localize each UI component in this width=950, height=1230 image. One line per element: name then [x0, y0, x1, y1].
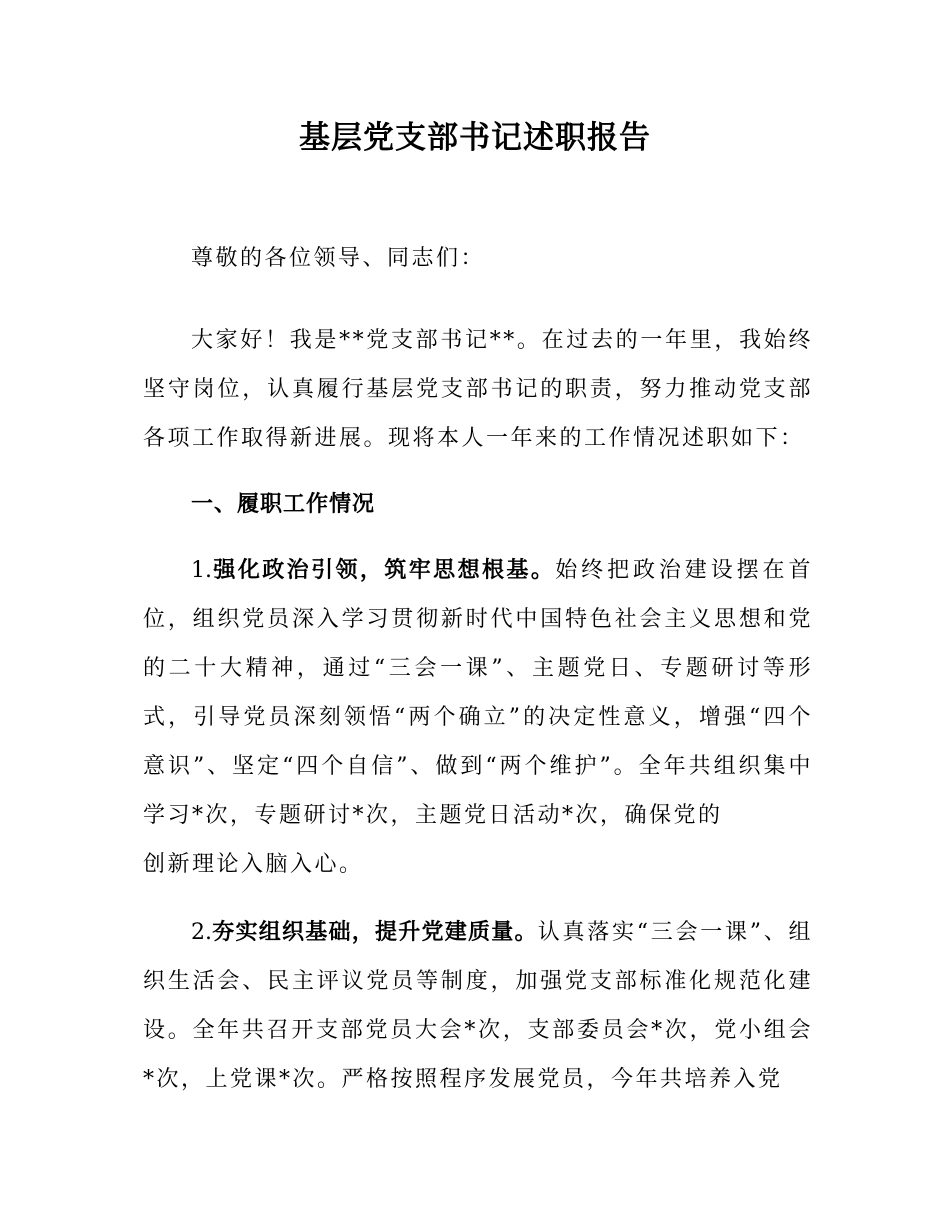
item-1-text-tail: 创新理论入脑入心。 [143, 852, 364, 877]
section-heading: 一、履职工作情况 [191, 492, 376, 517]
item-1-paragraph [143, 546, 813, 840]
intro-paragraph: 大家好！我是**党支部书记**。在过去的一年里，我始终坚守岗位，认真履行基层党支部书记的职责，努力推动党支部各项工作取得新进展。现将本人一年来的工作情况述职如下： [143, 328, 813, 451]
item-1-lead: 强化政治引领，筑牢思想根基。 [212, 558, 556, 583]
item-2-text: 认真落实“三会一课”、组织生活会、民主评议党员等制度，加强党支部标准化规范化建设。全年共召开支部党员大会*次，支部委员会*次，党小组会*次，上党课*次。严格按照程序发展党员，今年共培养入党 [143, 920, 813, 1092]
document-title: 基层党支部书记述职报告 [299, 120, 651, 156]
item-1-text: 始终把政治建设摆在首位，组织党员深入学习贯彻新时代中国特色社会主义思想和党的二十大精神，通过“三会一课”、主题党日、专题研讨等形式，引导党员深刻领悟“两个确立”的决定性意义，增强“四个意识”、坚定“四个自信”、做到“两个维护”。全年共组织集中学习*次，专题研讨*次，主题党日活动*次，确保党的 [143, 558, 813, 828]
item-1-number: 1. [191, 558, 212, 583]
item-2-number: 2. [191, 920, 212, 945]
salutation: 尊敬的各位领导、同志们： [191, 246, 486, 271]
item-2-paragraph [143, 908, 813, 1104]
item-2-lead: 夯实组织基础，提升党建质量。 [212, 920, 538, 945]
